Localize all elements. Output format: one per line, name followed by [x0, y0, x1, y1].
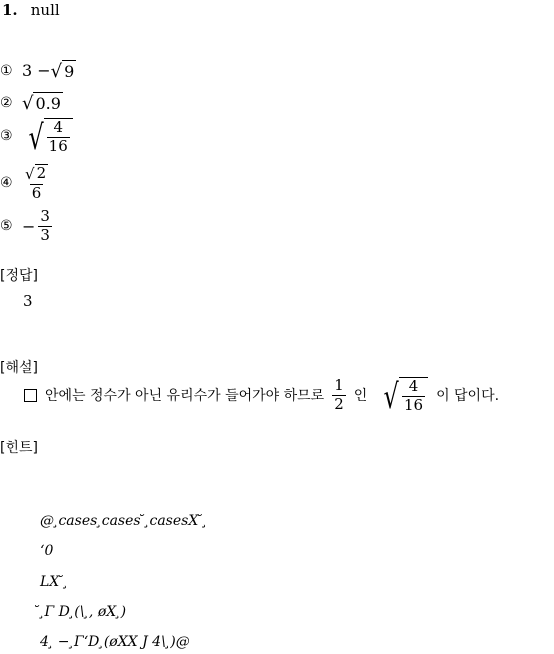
option-expression: [22, 92, 63, 113]
option-marker: ②: [0, 94, 13, 111]
fraction: $\frac{3}{3}$: [40, 207, 50, 244]
option-3[interactable]: [0, 117, 73, 158]
answer-label: [정답]: [0, 268, 38, 284]
option-expression: [22, 164, 51, 201]
option-marker: ③: [0, 128, 13, 145]
hint-line: @ ̧cases ̧cases ̆ ̧casesX ̆ ̧: [40, 513, 208, 529]
sqrt-expression: √ 2: [25, 164, 47, 183]
option-marker: ①: [0, 62, 13, 79]
fraction: √ 2 6: [25, 164, 47, 202]
radical-sign: √: [50, 61, 63, 82]
sqrt-expression: √ 9: [50, 61, 75, 82]
hint-line: 4 ̧ − ̧Γ‘D ̧(øXX J 4\ ̧)@: [40, 634, 190, 650]
blank-box-icon: [24, 389, 37, 402]
option-1[interactable]: [0, 60, 76, 81]
option-expression: [22, 117, 73, 158]
sqrt-expression: [377, 376, 428, 417]
radical-sign: √: [383, 376, 399, 417]
radical-sign: √: [28, 117, 44, 158]
option-marker: ④: [0, 174, 13, 191]
hint-line: ̆ ̧Γ D ̧(\ ̧, øX ̧): [40, 604, 127, 620]
option-5[interactable]: [0, 209, 53, 244]
explanation-label: [해설]: [0, 360, 38, 376]
option-marker: ⑤: [0, 218, 13, 235]
option-expression: 3 − √ 9: [22, 61, 75, 82]
sqrt-expression: √ 0.9: [22, 93, 61, 114]
sqrt-expression: [22, 117, 73, 158]
hint-line: ‘0: [40, 543, 54, 559]
option-2[interactable]: [0, 92, 63, 113]
radical-sign: √: [22, 93, 34, 114]
radical-sign: √: [25, 164, 35, 183]
explanation-text: 안에는 정수가 아닌 유리수가 들어가야 하므로 $\frac{1}{2}$ 인 √ $\frac{4}{16}$ 이 답이다.: [24, 377, 499, 414]
hint-line: LX ̆ ̧: [40, 574, 69, 590]
fraction: $\frac{4}{16}$: [403, 377, 424, 414]
question-header: [2, 0, 60, 19]
fraction: $\frac{1}{2}$: [334, 376, 344, 413]
option-4[interactable]: [0, 164, 51, 201]
question-text: null: [30, 1, 60, 19]
question-number: 1.: [2, 1, 18, 19]
hint-label: [힌트]: [0, 440, 38, 456]
answer-value: 3: [23, 292, 33, 310]
option-expression: − $\frac{3}{3}$: [22, 207, 50, 244]
fraction: $\frac{4}{16}$: [48, 118, 68, 155]
